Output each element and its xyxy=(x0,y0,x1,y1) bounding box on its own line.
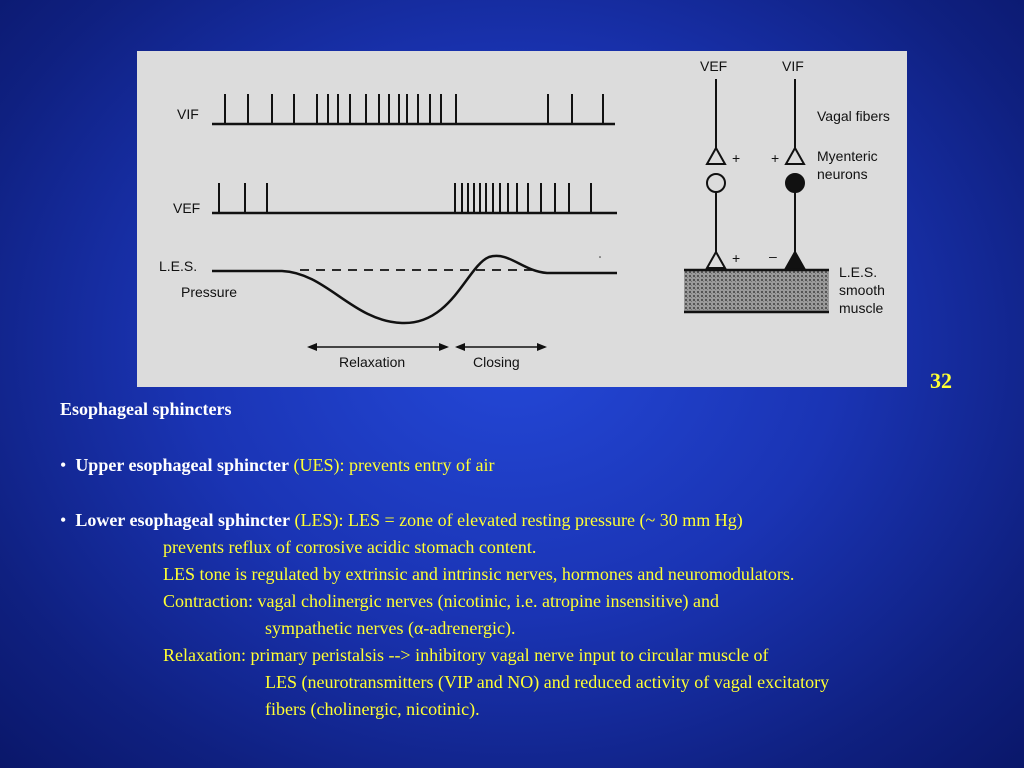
vagal-fibers-label: Vagal fibers xyxy=(817,108,890,124)
les-diagram xyxy=(137,51,907,387)
relaxation-arrowhead-right xyxy=(439,343,449,351)
les-line-8: fibers (cholinergic, nicotinic). xyxy=(265,699,480,719)
myenteric-label-1: Myenteric xyxy=(817,148,878,164)
les-line-3: LES tone is regulated by extrinsic and intrinsic nerves, hormones and neuromodulators. xyxy=(163,564,795,584)
les-line-7: LES (neurotransmitters (VIP and NO) and reduced activity of vagal excitatory xyxy=(265,672,830,692)
vef-synapse-triangle xyxy=(707,148,725,164)
smooth-muscle-block xyxy=(684,270,829,312)
vef-top-label: VEF xyxy=(700,58,728,74)
pressure-label: Pressure xyxy=(181,284,238,300)
ues-description: (UES): prevents entry of air xyxy=(289,455,495,475)
pressure-curve xyxy=(212,256,617,323)
slide-title: Esophageal sphincters xyxy=(60,399,232,419)
minus-sign: – xyxy=(769,248,777,264)
closing-arrowhead-right xyxy=(537,343,547,351)
vef-label: VEF xyxy=(173,200,201,216)
les-term: Lower esophageal sphincter xyxy=(75,510,290,530)
myenteric-label-2: neurons xyxy=(817,166,868,182)
vif-top-label: VIF xyxy=(782,58,804,74)
relaxation-label: Relaxation xyxy=(339,354,406,370)
vif-label: VIF xyxy=(177,106,199,122)
inhibitory-neuron-circle xyxy=(786,174,804,192)
plus-sign-1: + xyxy=(732,150,741,166)
ues-bullet xyxy=(60,455,494,476)
les-line-2: prevents reflux of corrosive acidic stomach content. xyxy=(163,537,537,557)
les-line-4: Contraction: vagal cholinergic nerves (nicotinic, i.e. atropine insensitive) and xyxy=(163,591,719,611)
les-line-5: sympathetic nerves (α-adrenergic). xyxy=(265,618,516,638)
ues-term: Upper esophageal sphincter xyxy=(75,455,289,475)
plus-sign-2: + xyxy=(771,150,780,166)
excitatory-terminal-triangle xyxy=(707,252,725,268)
les-smooth-label-3: muscle xyxy=(839,300,884,316)
vif-synapse-triangle xyxy=(786,148,804,164)
vif-spikes xyxy=(225,94,603,124)
les-bullet xyxy=(60,510,743,531)
figure-panel xyxy=(137,51,907,387)
les-smooth-label-2: smooth xyxy=(839,282,885,298)
excitatory-neuron-circle xyxy=(707,174,725,192)
bullet-dot: • xyxy=(60,455,76,475)
bullet-dot: • xyxy=(60,510,76,530)
plus-sign-3: + xyxy=(732,250,741,266)
les-description: (LES): LES = zone of elevated resting pressure (~ 30 mm Hg) xyxy=(289,510,743,530)
speck xyxy=(599,256,601,258)
closing-label: Closing xyxy=(473,354,520,370)
les-smooth-label-1: L.E.S. xyxy=(839,264,878,280)
les-label: L.E.S. xyxy=(159,258,198,274)
slide-number: 32 xyxy=(930,368,952,393)
relaxation-arrowhead-left xyxy=(307,343,317,351)
closing-arrowhead-left xyxy=(455,343,465,351)
vef-spikes xyxy=(219,183,591,213)
les-line-6: Relaxation: primary peristalsis --> inhibitory vagal nerve input to circular muscle of xyxy=(163,645,769,665)
inhibitory-terminal-triangle xyxy=(786,252,804,268)
